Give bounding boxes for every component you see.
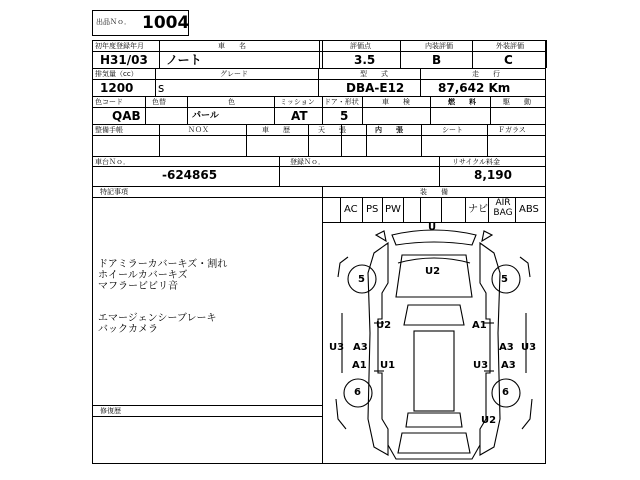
equipment-ps: PS	[366, 204, 379, 215]
maintenance-header: 整備手帳	[95, 126, 123, 134]
rear-glass-outline	[406, 413, 462, 427]
mileage-value: 87,642 Km	[438, 81, 511, 95]
grade-score-header: 評価点	[350, 42, 371, 50]
drive-header: 駆 動	[503, 98, 531, 106]
note-line-6: バックカメラ	[98, 324, 158, 335]
damage-right-rear-door: U3	[473, 360, 489, 371]
damage-front-right-wheel: 5	[501, 274, 508, 285]
reg-year-header: 初年度登録年月	[95, 42, 144, 50]
doors-header: ドア・形状	[324, 98, 359, 106]
grade-value: s	[158, 81, 165, 95]
chassis-no-value: -624865	[162, 168, 218, 182]
damage-right-rear-a3: A3	[501, 360, 516, 371]
note-line-5: エマージェンシーブレーキ	[98, 313, 217, 324]
roof-outline	[414, 331, 454, 411]
damage-left-rear-door: U1	[380, 360, 396, 371]
right-mirror-outline	[482, 231, 492, 241]
damage-left-rocker: A1	[352, 360, 367, 371]
displacement-value: 1200	[100, 81, 134, 95]
equipment-pw: PW	[385, 204, 401, 215]
grade-score-value: 3.5	[354, 53, 376, 67]
damage-right-fender: U3	[521, 342, 537, 353]
transmission-value: AT	[291, 109, 308, 123]
note-line-1: ドアミラーカバーキズ・割れ	[98, 259, 228, 270]
seat-header: シート	[442, 126, 463, 134]
color-header: 色	[228, 98, 235, 106]
color-value: パール	[192, 111, 219, 121]
f-glass-header: Ｆガラス	[498, 126, 526, 134]
model-name-header: 車 名	[218, 42, 246, 50]
equipment-header: 装 備	[420, 188, 448, 196]
interior-score-header: 内装評価	[425, 42, 453, 50]
equipment-abs: ABS	[519, 204, 539, 215]
chassis-no-header: 車台Ｎｏ．	[95, 158, 130, 166]
damage-rear-right-wheel: 6	[502, 387, 509, 398]
reg-year-value: H31/03	[100, 53, 148, 67]
damage-left-side-a3: A3	[353, 342, 368, 353]
interior-header: 内 張	[375, 126, 403, 134]
exterior-score-value: C	[504, 53, 513, 67]
transmission-header: ミッション	[280, 98, 315, 106]
left-mirror-outline	[376, 231, 386, 241]
damage-rear-bumper: U2	[481, 415, 497, 426]
notes-header: 特記事項	[100, 188, 128, 196]
rear-bumper-outline	[388, 445, 480, 459]
damage-left-fender: U3	[329, 342, 345, 353]
exterior-score-header: 外装評価	[496, 42, 524, 50]
color-change-header: 色替	[152, 98, 166, 106]
tailgate-outline	[398, 433, 470, 453]
registration-no-header: 登録Ｎｏ．	[290, 158, 325, 166]
damage-hood: U2	[425, 266, 441, 277]
damage-right-front-door: A1	[472, 320, 487, 331]
damage-front-left-wheel: 5	[358, 274, 365, 285]
model-name-value: ノート	[166, 53, 202, 67]
model-code-value: DBA-E12	[346, 81, 405, 95]
damage-left-front-door: U2	[376, 320, 392, 331]
interior-score-value: B	[432, 53, 442, 67]
windshield-outline	[404, 305, 464, 325]
sunroof-header: 天 張	[318, 126, 346, 134]
lot-number: 1004	[142, 13, 190, 33]
grade-header: グレード	[220, 70, 248, 78]
inspection-header: 車 検	[382, 98, 410, 106]
model-code-header: 型 式	[360, 70, 388, 78]
equipment-airbag: AIR BAG	[493, 198, 513, 218]
history-header: 車 歴	[262, 126, 290, 134]
note-line-2: ホイールカバーキズ	[98, 270, 188, 281]
lot-number-label: 出品Ｎｏ．	[96, 18, 131, 26]
fuel-header: 燃 料	[448, 98, 476, 106]
recycle-fee-value: 8,190	[474, 168, 512, 182]
left-side-outline	[368, 243, 388, 455]
doors-value: 5	[340, 109, 349, 123]
equipment-ac: AC	[344, 204, 358, 215]
nox-header: ＮＯＸ	[188, 126, 209, 134]
color-code-header: 色コード	[95, 98, 123, 106]
recycle-fee-header: リサイクル料金	[452, 158, 501, 166]
color-code-value: QAB	[112, 109, 141, 123]
displacement-header: 排気量（cc）	[95, 70, 138, 78]
damage-right-side-a3: A3	[499, 342, 514, 353]
note-line-3: マフラービビリ音	[98, 281, 178, 292]
damage-front-bumper: U	[428, 222, 437, 233]
damage-rear-left-wheel: 6	[354, 387, 361, 398]
mileage-header: 走 行	[472, 70, 500, 78]
repair-history-header: 修復歴	[100, 407, 121, 415]
equipment-navi: ナビ	[468, 204, 488, 215]
